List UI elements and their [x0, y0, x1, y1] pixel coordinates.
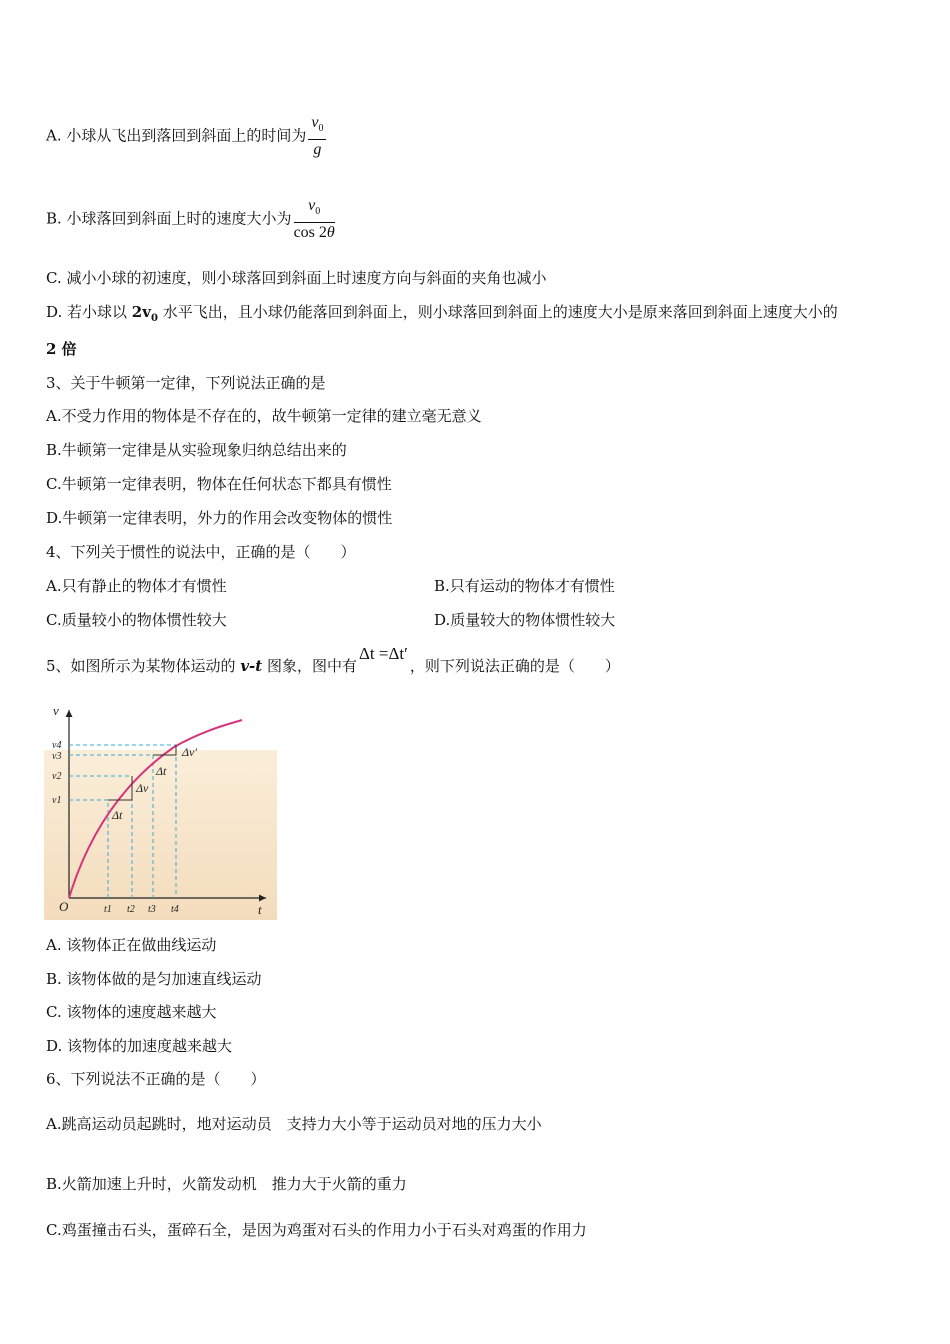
delta-t-equation: Δt =Δt′ — [358, 644, 408, 663]
q2-option-c: C. 减小小球的初速度，则小球落回到斜面上时速度方向与斜面的夹角也减小 — [46, 269, 547, 287]
v-axis-label: v — [53, 703, 59, 718]
q2-option-d: D. 若小球以 $2v_0$ 水平飞出，且小球仍能落回到斜面上，则小球落回到斜面上的速度大小是原来落回到斜面上速度大小的 — [46, 303, 838, 324]
q4-option-b: B.只有运动的物体才有惯性 — [434, 577, 615, 595]
q3-option-a: A.不受力作用的物体是不存在的，故牛顿第一定律的建立毫无意义 — [46, 407, 482, 425]
q6-option-c: C.鸡蛋撞击石头，蛋碎石全，是因为鸡蛋对石头的作用力小于石头对鸡蛋的作用力 — [46, 1221, 587, 1239]
q4-option-c: C.质量较小的物体惯性较大 — [46, 611, 227, 629]
q3-option-d: D.牛顿第一定律表明，外力的作用会改变物体的惯性 — [46, 509, 393, 527]
delta-v-prime-label: Δv′ — [182, 745, 197, 759]
q5-option-a: A. 该物体正在做曲线运动 — [46, 936, 217, 954]
t1-label: t1 — [104, 904, 112, 915]
q5-option-d: D. 该物体的加速度越来越大 — [46, 1037, 233, 1055]
t4-label: t4 — [171, 904, 179, 915]
v3-label: v3 — [52, 751, 62, 762]
q6-option-b: B.火箭加速上升时，火箭发动机 推力大于火箭的重力 — [46, 1175, 407, 1193]
q4-option-a: A.只有静止的物体才有惯性 — [46, 577, 227, 595]
q5-stem: 5、如图所示为某物体运动的 v-t 图象，图中有Δt =Δt′，则下列说法正确的是（ ） — [46, 644, 620, 675]
q2-option-a: A. 小球从飞出到落回到斜面上的时间为 $\frac{v_0}{g}$ — [46, 114, 326, 159]
delta-t-prime-label: Δt — [156, 764, 167, 778]
vt-graph-figure — [44, 702, 280, 922]
v2-label: v2 — [52, 771, 62, 782]
t2-label: t2 — [127, 904, 135, 915]
delta-t-label: Δt — [112, 808, 123, 822]
q5-option-b: B. 该物体做的是匀加速直线运动 — [46, 970, 262, 988]
q3-option-c: C.牛顿第一定律表明，物体在任何状态下都具有惯性 — [46, 475, 392, 493]
q2-option-b: B. 小球落回到斜面上时的速度大小为 $\frac{v_0}{\cos 2\theta}$ — [46, 197, 335, 242]
q2-option-d-continued: 2 倍 — [46, 340, 77, 358]
origin-label: O — [59, 899, 69, 914]
delta-v-label: Δv — [136, 781, 149, 795]
q6-stem: 6、下列说法不正确的是（ ） — [46, 1070, 266, 1088]
q4-stem: 4、下列关于惯性的说法中，正确的是（ ） — [46, 543, 356, 561]
q4-option-d: D.质量较大的物体惯性较大 — [434, 611, 616, 629]
t3-label: t3 — [148, 904, 156, 915]
q6-option-a: A.跳高运动员起跳时，地对运动员 支持力大小等于运动员对地的压力大小 — [46, 1115, 542, 1133]
q5-option-c: C. 该物体的速度越来越大 — [46, 1003, 217, 1021]
q3-option-b: B.牛顿第一定律是从实验现象归纳总结出来的 — [46, 441, 347, 459]
q3-stem: 3、关于牛顿第一定律，下列说法正确的是 — [46, 374, 326, 392]
t-axis-label: t — [258, 902, 262, 917]
fraction-v0-over-cos2theta: $\frac{v_0}{\cos 2\theta}$ — [293, 197, 335, 242]
fraction-v0-over-g: $\frac{v_0}{g}$ — [308, 114, 326, 159]
v4-label: v4 — [52, 740, 62, 751]
v1-label: v1 — [52, 795, 62, 806]
